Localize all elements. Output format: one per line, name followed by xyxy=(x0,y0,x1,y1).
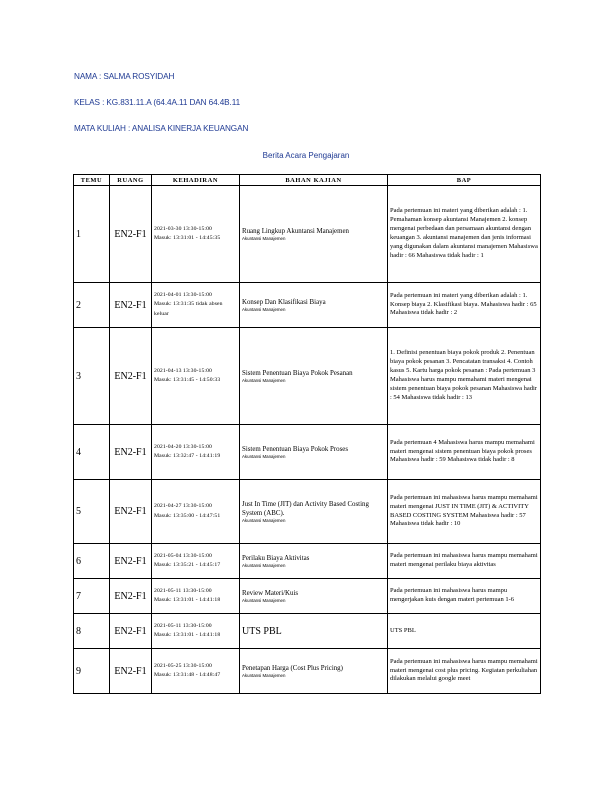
subject: Akuntansi Manajemen xyxy=(242,597,286,603)
report-notes: Pada pertemuan ini mahasiswa harus mampu memahami materi mengenai cost plus pricing. Kegiatan perkuliahan dilakukan melalui google meet xyxy=(388,649,541,694)
meeting-number: 5 xyxy=(74,480,110,544)
room: EN2-F1 xyxy=(110,328,152,425)
check-in-time: Masuk: 13:31:45 - 14:50:33 xyxy=(154,377,221,383)
attendance xyxy=(152,614,240,649)
student-name: NAMA : SALMA ROSYIDAH xyxy=(74,72,175,81)
meeting-number: 9 xyxy=(74,649,110,694)
check-in-time: Masuk: 13:31:01 - 14:45:35 xyxy=(154,235,221,241)
study-material xyxy=(240,425,388,480)
topic: Konsep Dan Klasifikasi Biaya xyxy=(242,298,326,306)
subject: Akuntansi Manajemen xyxy=(242,562,286,568)
attendance xyxy=(152,649,240,694)
table-row xyxy=(74,579,541,614)
study-material xyxy=(240,186,388,283)
report-notes: Pada pertemuan ini materi yang diberikan adalah : 1. Konsep biaya 2. Klasifikasi biaya. Mahasiswa hadir : 65 Mahasiswa tidak hadir : 2 xyxy=(388,283,541,328)
subject: Akuntansi Manajemen xyxy=(242,517,286,523)
topic: Review Materi/Kuis xyxy=(242,589,299,597)
check-in-time: Masuk: 13:31:01 - 14:41:18 xyxy=(154,632,221,638)
study-material xyxy=(240,544,388,579)
attendance xyxy=(152,480,240,544)
table-row xyxy=(74,614,541,649)
topic: UTS PBL xyxy=(242,625,282,637)
subject: Akuntansi Manajemen xyxy=(242,306,286,312)
room: EN2-F1 xyxy=(110,425,152,480)
schedule: 2021-05-25 13:30-15:00 xyxy=(154,662,212,669)
schedule: 2021-05-04 13:30-15:00 xyxy=(154,552,212,559)
attendance xyxy=(152,328,240,425)
schedule: 2021-05-11 13:30-15:00 xyxy=(154,587,212,594)
room: EN2-F1 xyxy=(110,614,152,649)
report-notes: Pada pertemuan ini mahasiswa harus mampu mengerjakan kuis dengan materi pertemuan 1-6 xyxy=(388,579,541,614)
course-name: MATA KULIAH : ANALISA KINERJA KEUANGAN xyxy=(74,124,249,133)
room: EN2-F1 xyxy=(110,544,152,579)
meeting-number: 7 xyxy=(74,579,110,614)
topic: Perilaku Biaya Aktivitas xyxy=(242,554,310,562)
topic: Sistem Penentuan Biaya Pokok Proses xyxy=(242,445,349,453)
check-in-time: Masuk: 13:35:00 - 14:47:51 xyxy=(154,512,221,519)
column-header-kehadiran: KEHADIRAN xyxy=(152,175,240,186)
topic: Just In Time (JIT) dan Activity Based Costing System (ABC). xyxy=(242,500,369,517)
room: EN2-F1 xyxy=(110,283,152,328)
table-row xyxy=(74,480,541,544)
room: EN2-F1 xyxy=(110,579,152,614)
schedule: 2021-04-27 13:30-15:00 xyxy=(154,503,212,509)
table-row xyxy=(74,283,541,328)
table-row xyxy=(74,328,541,425)
study-material xyxy=(240,579,388,614)
table-row xyxy=(74,649,541,694)
attendance xyxy=(152,579,240,614)
table-row xyxy=(74,186,541,283)
study-material xyxy=(240,328,388,425)
study-material xyxy=(240,480,388,544)
study-material xyxy=(240,614,388,649)
room: EN2-F1 xyxy=(110,649,152,694)
meeting-number: 6 xyxy=(74,544,110,579)
study-material xyxy=(240,283,388,328)
subject: Akuntansi Manajemen xyxy=(242,235,286,241)
meeting-number: 1 xyxy=(74,186,110,283)
teaching-report-table xyxy=(73,174,541,694)
document-title: Berita Acara Pengajaran xyxy=(262,151,350,160)
check-in-time: Masuk: 13:31:35 tidak absen keluar xyxy=(154,301,223,317)
topic: Ruang Lingkup Akuntansi Manajemen xyxy=(242,227,349,235)
attendance xyxy=(152,425,240,480)
topic: Penetapan Harga (Cost Plus Pricing) xyxy=(242,664,343,672)
column-header-bap: BAP xyxy=(388,175,541,186)
report-notes: UTS PBL xyxy=(388,614,541,649)
schedule: 2021-04-13 13:30-15:00 xyxy=(154,367,212,374)
check-in-time: Masuk: 13:32:47 - 14:41:19 xyxy=(154,453,221,459)
table-row xyxy=(74,425,541,480)
report-notes: Pada pertemuan ini mahasiswa harus mampu memahami materi mengenai perilaku biaya aktivitas xyxy=(388,544,541,579)
column-header-temu: TEMU xyxy=(74,175,110,186)
check-in-time: Masuk: 13:31:01 - 14:41:18 xyxy=(154,597,221,603)
attendance xyxy=(152,186,240,283)
class-info: KELAS : KG.831.11.A (64.4A.11 DAN 64.4B.11 xyxy=(74,98,241,107)
meeting-number: 3 xyxy=(74,328,110,425)
subject: Akuntansi Manajemen xyxy=(242,453,286,459)
meeting-number: 4 xyxy=(74,425,110,480)
subject: Akuntansi Manajemen xyxy=(242,672,286,678)
attendance xyxy=(152,283,240,328)
report-notes: Pada pertemuan 4 Mahasiswa harus mampu memahami materi mengenai sistem penentuan biaya pokok proses Mahasiswa hadir : 59 Mahasiswa tidak hadir : 8 xyxy=(388,425,541,480)
subject: Akuntansi Manajemen xyxy=(242,377,286,383)
report-notes: 1. Definisi penentuan biaya pokok produk 2. Penentuan biaya pokok pesanan 3. Pencatatan transaksi 4. Contoh kasus 5. Kartu harga pokok pesanan : Pada pertemuan 3 Mahasiswa harus mampu memahami materi mengenai sistem penentuan biaya pokok pesanan Mahasiswa hadir : 54 Mahasiswa tidak hadir : 13 xyxy=(388,328,541,425)
schedule: 2021-04-20 13:30-15:00 xyxy=(154,443,212,450)
check-in-time: Masuk: 13:31:48 - 14:48:47 xyxy=(154,672,221,678)
schedule: 2021-04-01 13:30-15:00 xyxy=(154,291,212,298)
room: EN2-F1 xyxy=(110,480,152,544)
table-row xyxy=(74,544,541,579)
room: EN2-F1 xyxy=(110,186,152,283)
schedule: 2021-05-11 13:30-15:00 xyxy=(154,622,212,629)
column-header-ruang: RUANG xyxy=(110,175,152,186)
study-material xyxy=(240,649,388,694)
attendance xyxy=(152,544,240,579)
schedule: 2021-03-30 13:30-15:00 xyxy=(154,225,212,232)
table-header-row xyxy=(74,175,541,186)
meeting-number: 2 xyxy=(74,283,110,328)
topic: Sistem Penentuan Biaya Pokok Pesanan xyxy=(242,369,353,377)
column-header-bahan-kajian: BAHAN KAJIAN xyxy=(240,175,388,186)
check-in-time: Masuk: 13:35:21 - 14:45:17 xyxy=(154,562,221,568)
report-notes: Pada pertemuan ini mahasiswa harus mampu memahami materi mengenai JUST IN TIME (JIT) & ACTIVITY BASED COSTING SYSTEM Mahasiswa hadir : 57 Mahasiswa tidak hadir : 10 xyxy=(388,480,541,544)
meeting-number: 8 xyxy=(74,614,110,649)
report-notes: Pada pertemuan ini materi yang diberikan adalah : 1. Pemahaman konsep akuntansi Manajemen 2. konsep mengenai perbedaan dan persamaan akuntansi dengan keuangan 3. akuntansi manajemen dan jenis informasi yang digunakan dalam akuntansi manajemen Mahasiswa hadir : 66 Mahasiswa tidak hadir : 1 xyxy=(388,186,541,283)
